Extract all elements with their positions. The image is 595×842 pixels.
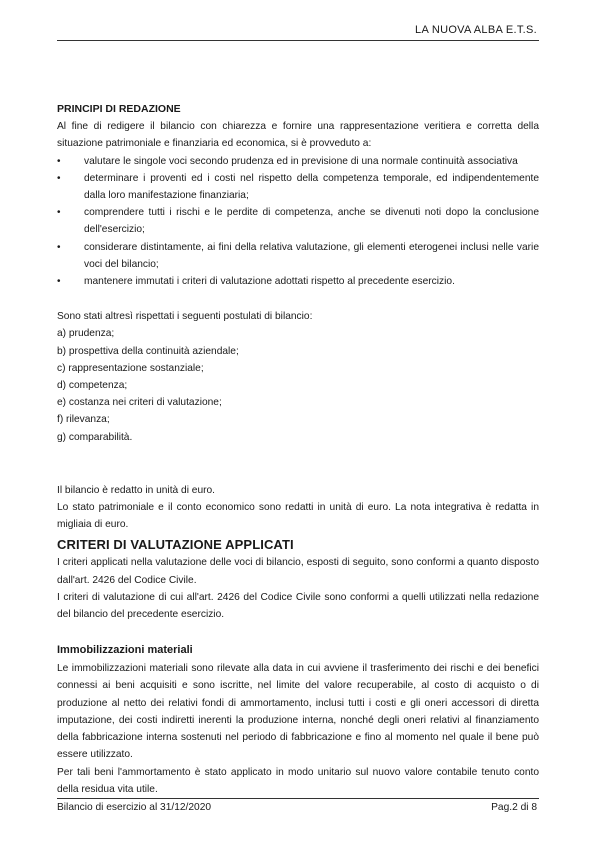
criteri-paragraph-1: I criteri applicati nella valutazione delle voci di bilancio, esposti di seguito, sono conformi a quanto disposto dall'art. 2426 del Codice Civile. — [57, 557, 539, 586]
principi-bullet-list — [57, 153, 539, 291]
header-org-name: LA NUOVA ALBA E.T.S. — [415, 24, 537, 36]
footer-document-title: Bilancio di esercizio al 31/12/2020 — [57, 802, 212, 813]
immobilizzazioni-paragraph-1: Le immobilizzazioni materiali sono rilevate alla data in cui avviene il trasferimento dei rischi e dei benefici connessi ai beni acquisiti e sono iscritte, nel limite del valore recuperabile, al costo di acquisto o di produzione al netto dei relativi fondi di ammortamento, inclusi tutti i costi e gli oneri accessori di diretta imputazione, dei costi indiretti inerenti la produzione interna, nonché degli oneri relativi al finanziamento della fabbricazione interna sostenuti nel periodo di fabbricazione e fino al momento nel quale il bene può essere utilizzato. — [57, 663, 539, 761]
principi-intro: Al fine di redigere il bilancio con chiarezza e fornire una rappresentazione veritiera e corretta della situazione patrimoniale e finanziaria ed economica, si è provveduto a: — [57, 121, 539, 150]
page-content — [57, 101, 539, 798]
postulate-item: e) costanza nei criteri di valutazione; — [57, 397, 222, 409]
bullet-item: • determinare i proventi ed i costi nel rispetto della competenza temporale, ed indipendentemente dalla loro manifestazione finanziaria; — [57, 170, 539, 204]
criteri-paragraph-2: I criteri di valutazione di cui all'art. 2426 del Codice Civile sono conformi a quelli utilizzati nella redazione del bilancio del precedente esercizio. — [57, 591, 539, 621]
postulati-intro: Sono stati altresì rispettati i seguenti postulati di bilancio: — [57, 311, 313, 323]
section-title-criteri: CRITERI DI VALUTAZIONE APPLICATI — [57, 537, 294, 553]
section-title-principi: PRINCIPI DI REDAZIONE — [57, 103, 181, 115]
postulate-item: g) comparabilità. — [57, 431, 133, 443]
footer-divider — [57, 798, 539, 799]
postulate-item: d) competenza; — [57, 380, 128, 392]
postulate-item: c) rappresentazione sostanziale; — [57, 362, 204, 374]
immobilizzazioni-paragraph-2: Per tali beni l'ammortamento è stato applicato in modo unitario sul nuovo valore contabile tenuto conto della residua vita utile. — [57, 766, 539, 795]
bullet-item: • mantenere immutati i criteri di valutazione adottati rispetto al precedente esercizio. — [57, 273, 539, 290]
postulate-item: a) prudenza; — [57, 328, 115, 340]
currency-note-2: Lo stato patrimoniale e il conto economico sono redatti in unità di euro. La nota integrativa è redatta in migliaia di euro. — [57, 502, 539, 531]
postulate-item: f) rilevanza; — [57, 414, 110, 426]
footer-page-number: Pag.2 di 8 — [491, 802, 537, 813]
postulate-item: b) prospettiva della continuità aziendale; — [57, 345, 239, 357]
currency-note-1: Il bilancio è redatto in unità di euro. — [57, 484, 216, 496]
bullet-item: • valutare le singole voci secondo prudenza ed in previsione di una normale continuità associativa — [57, 153, 539, 170]
postulati-list — [57, 325, 539, 445]
bullet-item: • considerare distintamente, ai fini della relativa valutazione, gli elementi eterogenei inclusi nelle varie voci del bilancio; — [57, 239, 539, 273]
header-divider — [57, 40, 539, 41]
bullet-item: • comprendere tutti i rischi e le perdite di competenza, anche se divenuti noti dopo la conclusione dell'esercizio; — [57, 204, 539, 238]
section-title-immobilizzazioni: Immobilizzazioni materiali — [57, 644, 193, 657]
